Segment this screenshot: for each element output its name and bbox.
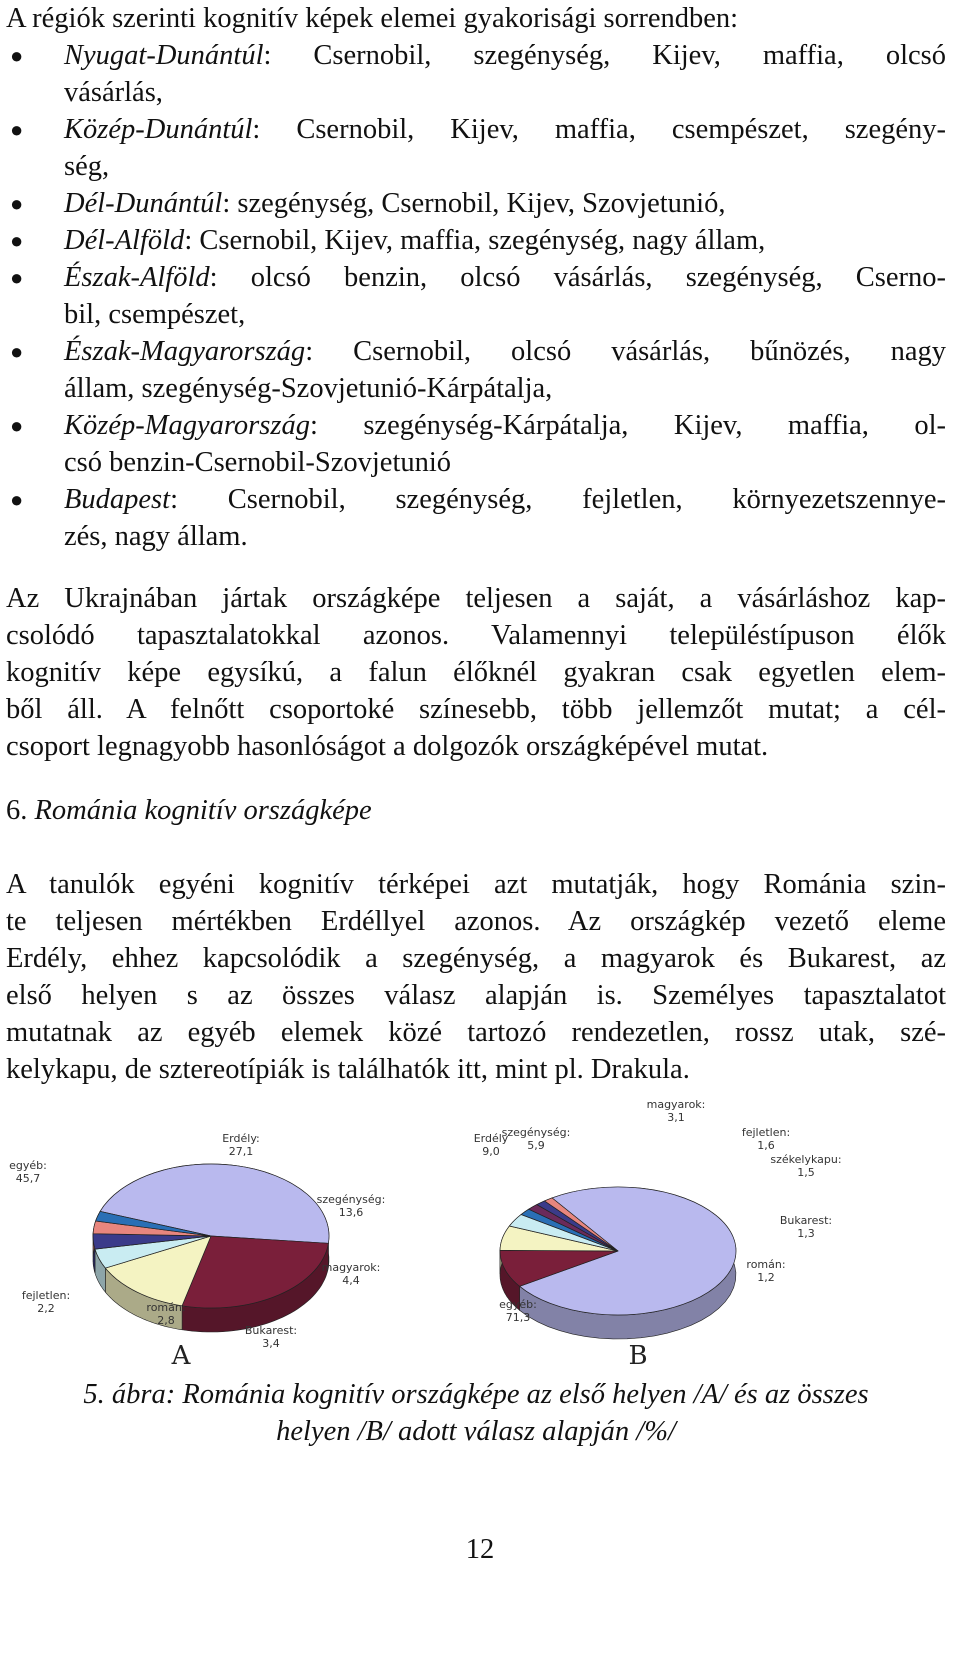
slice-value: 5,9	[527, 1139, 545, 1152]
slice-value: 4,4	[342, 1274, 360, 1287]
slice-label: szegénység:	[501, 1126, 571, 1139]
list-item: ● Dél-Dunántúl: szegénység, Csernobil, Kijev, Szovjetunió,	[6, 185, 946, 222]
list-item: ● Dél-Alföld: Csernobil, Kijev, maffia, szegénység, nagy állam,	[6, 222, 946, 259]
slice-value: 1,5	[797, 1166, 815, 1179]
slice-value: 3,1	[667, 1111, 685, 1124]
slice-label: magyarok:	[321, 1261, 381, 1274]
slice-value: 2,8	[157, 1314, 175, 1327]
region-name: Közép-Magyarország	[64, 410, 310, 441]
panel-label: A	[171, 1341, 191, 1371]
region-name: Észak-Alföld	[64, 262, 210, 293]
slice-label: egyéb:	[499, 1298, 537, 1311]
bullet-icon: ●	[10, 117, 24, 142]
bullet-icon: ●	[10, 43, 24, 68]
paragraph-ukraine: Az Ukrajnában jártak országképe teljesen a saját, a vásárláshoz kap- csolódó tapasztalatokkal azonos. Valamennyi településtípuson élők kognitív képe egysíkú, a falun élőknél gyakran csak egyetlen elem- ből áll. A felnőtt csoportoké színesebb, több jellemzőt mutat; a cél- csoport legnagyobb hasonlóságot a dolgozók országképével mutat.	[6, 583, 946, 762]
region-list	[6, 37, 946, 555]
list-item: ● Közép-Dunántúl: Csernobil, Kijev, maffia, csempészet, szegény- ség,	[6, 111, 946, 185]
slice-value: 2,2	[37, 1302, 55, 1315]
pie-charts-svg	[6, 1096, 946, 1376]
slice-label: szegénység:	[316, 1193, 386, 1206]
bullet-icon: ●	[10, 228, 24, 253]
intro-sentence: A régiók szerinti kognitív képek elemei gyakorisági sorrendben:	[6, 3, 739, 34]
bullet-icon: ●	[10, 487, 24, 512]
slice-value: 9,0	[482, 1145, 500, 1158]
slice-label: egyéb:	[9, 1159, 47, 1172]
bullet-icon: ●	[10, 265, 24, 290]
page-number: 12	[465, 1534, 495, 1565]
region-name: Észak-Magyarország	[64, 336, 306, 367]
bullet-icon: ●	[10, 339, 24, 364]
slice-label: fejletlen:	[21, 1289, 71, 1302]
pie-chart-A	[9, 1132, 385, 1371]
bullet-icon: ●	[10, 413, 24, 438]
list-item: ● Nyugat-Dunántúl: Csernobil, szegénység, Kijev, maffia, olcsó vásárlás,	[6, 37, 946, 111]
slice-label: román:	[746, 1258, 786, 1271]
slice-label: Erdély	[473, 1132, 509, 1145]
slice-value: 1,2	[757, 1271, 775, 1284]
region-name: Nyugat-Dunántúl	[64, 40, 264, 71]
figure-pie-charts	[6, 1096, 946, 1376]
bullet-icon: ●	[10, 191, 24, 216]
slice-label: székelykapu:	[770, 1153, 842, 1166]
slice-label: Bukarest:	[779, 1214, 833, 1227]
slice-value: 13,6	[338, 1206, 364, 1219]
slice-value: 1,3	[797, 1227, 815, 1240]
list-item: ● Közép-Magyarország: szegénység-Kárpátalja, Kijev, maffia, ol- csó benzin-Csernobil-Szovjetunió	[6, 407, 946, 481]
section-heading: 6. Románia kognitív országképe	[6, 795, 372, 826]
slice-label: magyarok:	[646, 1098, 706, 1111]
list-item: ● Észak-Magyarország: Csernobil, olcsó vásárlás, bűnözés, nagy állam, szegénység-Szovjetunió-Kárpátalja,	[6, 333, 946, 407]
region-name: Dél-Alföld	[64, 225, 185, 256]
slice-label: Erdély:	[222, 1132, 260, 1145]
region-name: Dél-Dunántúl	[64, 188, 223, 219]
paragraph-romania: A tanulók egyéni kognitív térképei azt mutatják, hogy Románia szin- te teljesen mértékben Erdéllyel azonos. Az országkép vezető eleme Erdély, ehhez kapcsolódik a szegénység, a magyarok és Bukarest, az első helyen s az összes válasz alapján is. Személyes tapasztalatot mutatnak az egyéb elemek közé tartozó rendezetlen, rossz utak, szé- kelykapu, de sztereotípiák is találhatók itt, mint pl. Drakula.	[6, 869, 946, 1085]
list-item: ● Észak-Alföld: olcsó benzin, olcsó vásárlás, szegénység, Cserno- bil, csempészet,	[6, 259, 946, 333]
pie-chart-B	[474, 1098, 842, 1371]
region-name: Közép-Dunántúl	[64, 114, 253, 145]
slice-value: 71,3	[505, 1311, 531, 1324]
slice-label: Bukarest:	[244, 1324, 298, 1337]
slice-value: 1,6	[757, 1139, 775, 1152]
region-name: Budapest	[64, 484, 171, 515]
panel-label: B	[628, 1341, 648, 1371]
slice-value: 45,7	[15, 1172, 41, 1185]
slice-label: román:	[146, 1301, 186, 1314]
list-item: ● Budapest: Csernobil, szegénység, fejletlen, környezetszennye- zés, nagy állam.	[6, 481, 946, 555]
figure-caption: 5. ábra: Románia kognitív országképe az első helyen /A/ és az összes helyen /B/ adott válasz alapján /%/	[83, 1379, 869, 1447]
slice-value: 3,4	[262, 1337, 280, 1350]
slice-value: 27,1	[228, 1145, 254, 1158]
slice-label: fejletlen:	[741, 1126, 791, 1139]
